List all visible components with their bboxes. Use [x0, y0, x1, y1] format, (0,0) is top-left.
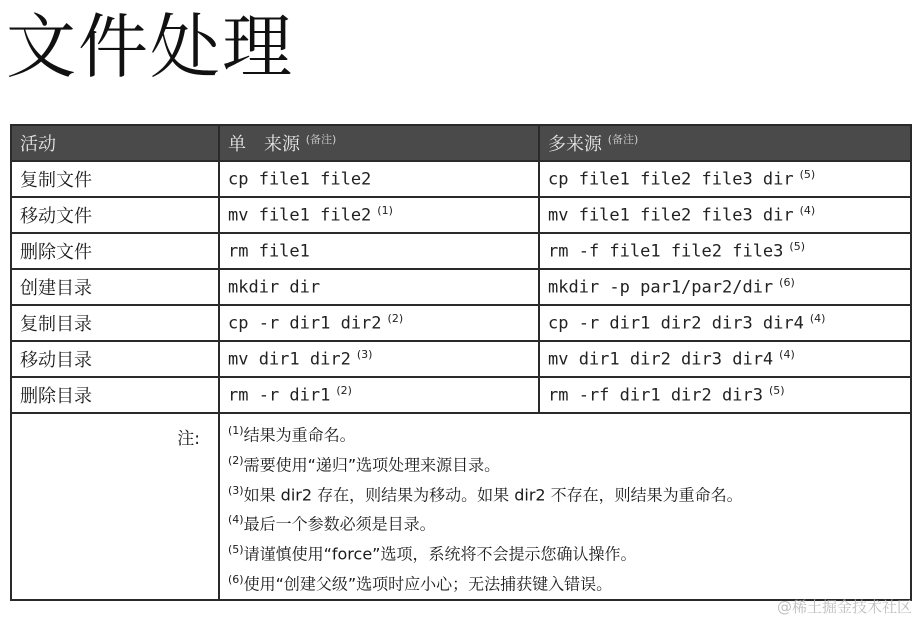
single-source-cell	[219, 341, 539, 377]
activity-cell: 复制目录	[11, 305, 219, 341]
single-command: cp -r dir1 dir2	[228, 313, 382, 334]
multi-source-cell	[539, 197, 911, 233]
multi-source-cell	[539, 341, 911, 377]
note-mark: (2)	[228, 453, 244, 467]
activity-cell: 移动目录	[11, 341, 219, 377]
multi-command: cp -r dir1 dir2 dir3 dir4	[548, 313, 804, 334]
multi-note-mark: (4)	[779, 348, 795, 362]
note-mark: (4)	[228, 513, 244, 527]
activity-cell: 删除目录	[11, 377, 219, 413]
notes-row	[11, 413, 911, 600]
note-mark: (5)	[228, 543, 244, 557]
table-row	[11, 305, 911, 341]
note-text: 如果 dir2 存在，则结果为移动。如果 dir2 不存在，则结果为重命名。	[243, 484, 743, 504]
page-title: 文件处理	[6, 6, 294, 88]
table-row	[11, 269, 911, 305]
multi-note-mark: (5)	[768, 384, 785, 398]
note-item	[228, 418, 902, 448]
single-note-mark: (3)	[356, 348, 373, 362]
table-row	[11, 377, 911, 413]
multi-source-cell	[539, 233, 911, 269]
header-single-label: 单 来源	[228, 134, 300, 155]
notes-body	[219, 413, 911, 600]
single-source-cell	[219, 161, 539, 197]
note-mark: (6)	[228, 573, 244, 587]
single-source-cell	[219, 233, 539, 269]
single-source-cell	[219, 197, 539, 233]
activity-cell: 复制文件	[11, 161, 219, 197]
table-row	[11, 161, 911, 197]
note-text: 最后一个参数必须是目录。	[243, 514, 436, 534]
single-note-mark: (2)	[387, 312, 404, 326]
table-row	[11, 197, 911, 233]
header-multi-label: 多来源	[548, 134, 602, 155]
multi-command: mv file1 file2 file3 dir	[548, 205, 794, 226]
multi-note-mark: (5)	[799, 168, 816, 182]
watermark: @稀土掘金技术社区	[776, 598, 912, 616]
multi-note-mark: (5)	[789, 240, 805, 254]
single-source-cell	[219, 305, 539, 341]
multi-source-cell	[539, 377, 911, 413]
single-note-mark: (1)	[377, 204, 393, 218]
note-item	[228, 537, 902, 567]
note-item	[228, 567, 902, 597]
multi-note-mark: (4)	[799, 204, 816, 218]
single-command: mkdir dir	[228, 277, 321, 298]
single-command: rm file1	[228, 241, 310, 262]
activity-cell: 移动文件	[11, 197, 219, 233]
table-row	[11, 233, 911, 269]
single-note-mark: (2)	[336, 384, 352, 398]
header-single-note: (备注)	[305, 133, 337, 146]
activity-cell: 删除文件	[11, 233, 219, 269]
command-table	[10, 124, 912, 601]
note-text: 需要使用“递归”选项处理来源目录。	[243, 455, 501, 475]
multi-source-cell	[539, 305, 911, 341]
multi-note-mark: (4)	[809, 312, 826, 326]
multi-source-cell	[539, 161, 911, 197]
header-multi-source	[539, 125, 911, 161]
single-command: cp file1 file2	[228, 169, 372, 190]
note-mark: (3)	[228, 483, 244, 497]
note-item	[228, 448, 902, 478]
multi-command: rm -rf dir1 dir2 dir3	[548, 385, 763, 406]
multi-note-mark: (6)	[779, 276, 795, 290]
single-source-cell	[219, 377, 539, 413]
header-single-source	[219, 125, 539, 161]
table-header-row	[11, 125, 911, 161]
note-item	[228, 478, 902, 508]
multi-command: cp file1 file2 file3 dir	[548, 169, 794, 190]
table-row	[11, 341, 911, 377]
notes-label: 注:	[11, 413, 219, 600]
note-text: 请谨慎使用“force”选项，系统将不会提示您确认操作。	[243, 544, 637, 564]
multi-source-cell	[539, 269, 911, 305]
note-text: 结果为重命名。	[243, 425, 356, 445]
activity-cell: 创建目录	[11, 269, 219, 305]
single-command: mv file1 file2	[228, 205, 372, 226]
note-item	[228, 507, 902, 537]
single-command: mv dir1 dir2	[228, 349, 351, 370]
header-activity: 活动	[11, 125, 219, 161]
single-source-cell	[219, 269, 539, 305]
note-mark: (1)	[228, 424, 244, 437]
multi-command: rm -f file1 file2 file3	[548, 241, 784, 262]
header-multi-note: (备注)	[607, 133, 639, 146]
multi-command: mv dir1 dir2 dir3 dir4	[548, 349, 774, 370]
single-command: rm -r dir1	[228, 385, 331, 406]
multi-command: mkdir -p par1/par2/dir	[548, 277, 774, 298]
note-text: 使用“创建父级”选项时应小心；无法捕获键入错误。	[243, 574, 613, 594]
